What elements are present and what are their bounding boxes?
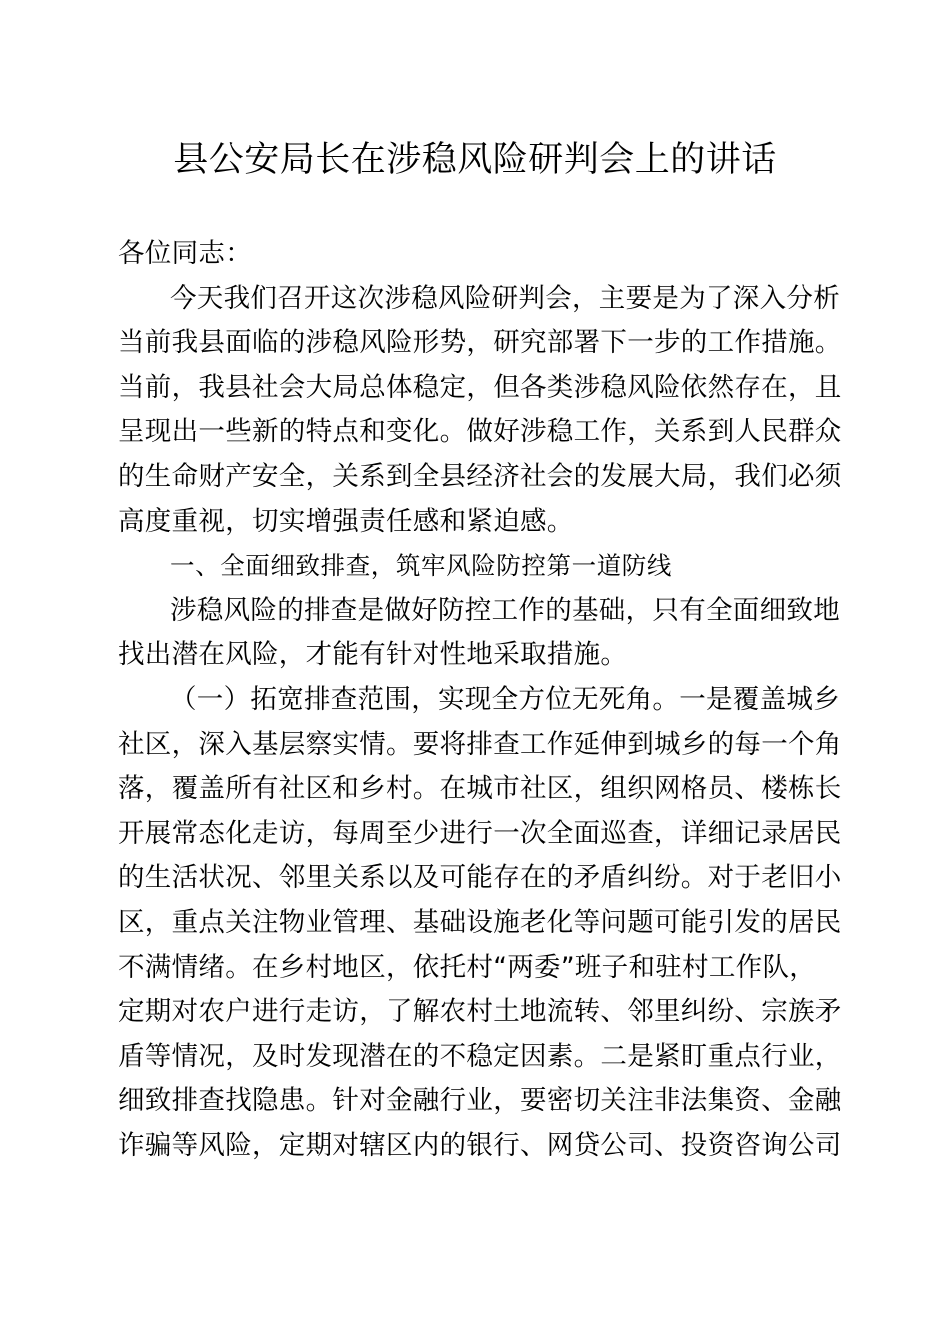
document-body	[118, 232, 842, 1168]
section-heading: 一、全面细致排查，筑牢风险防控第一道防线	[170, 551, 672, 581]
paragraph-line: 的生活状况、邻里关系以及可能存在的矛盾纠纷。对于老旧小	[118, 862, 842, 894]
paragraph-line: 区，重点关注物业管理、基础设施老化等问题可能引发的居民	[118, 906, 842, 938]
paragraph-line: 当前我县面临的涉稳风险形势，研究部署下一步的工作措施。	[118, 327, 842, 359]
paragraph-line: 今天我们召开这次涉稳风险研判会，主要是为了深入分析	[170, 282, 840, 314]
paragraph-line: 呈现出一些新的特点和变化。做好涉稳工作，关系到人民群众	[118, 416, 842, 448]
paragraph-line: 盾等情况，及时发现潜在的不稳定因素。二是紧盯重点行业，	[118, 1040, 842, 1072]
paragraph-line: 的生命财产安全，关系到全县经济社会的发展大局，我们必须	[118, 460, 842, 492]
paragraph-line: 当前，我县社会大局总体稳定，但各类涉稳风险依然存在，且	[118, 371, 842, 403]
paragraph-line: 涉稳风险的排查是做好防控工作的基础，只有全面细致地	[170, 594, 840, 626]
paragraph-line: 社区，深入基层察实情。要将排查工作延伸到城乡的每一个角	[118, 728, 842, 760]
paragraph-line: 高度重视，切实增强责任感和紧迫感。	[118, 505, 574, 537]
subsection-line: （一）拓宽排查范围，实现全方位无死角。一是覆盖城乡	[170, 683, 840, 715]
paragraph-line: 细致排查找隐患。针对金融行业，要密切关注非法集资、金融	[118, 1085, 842, 1117]
paragraph-line: 不满情绪。在乡村地区，依托村“两委”班子和驻村工作队，	[118, 951, 817, 983]
paragraph-line: 落，覆盖所有社区和乡村。在城市社区，组织网格员、楼栋长	[118, 773, 842, 805]
paragraph-line: 定期对农户进行走访，了解农村土地流转、邻里纠纷、宗族矛	[118, 996, 842, 1028]
salutation: 各位同志：	[118, 238, 252, 269]
paragraph-line: 诈骗等风险，定期对辖区内的银行、网贷公司、投资咨询公司	[118, 1129, 842, 1161]
paragraph-line: 找出潜在风险，才能有针对性地采取措施。	[118, 639, 628, 671]
paragraph-line: 开展常态化走访，每周至少进行一次全面巡查，详细记录居民	[118, 817, 842, 849]
document-title: 县公安局长在涉稳风险研判会上的讲话	[173, 140, 777, 180]
